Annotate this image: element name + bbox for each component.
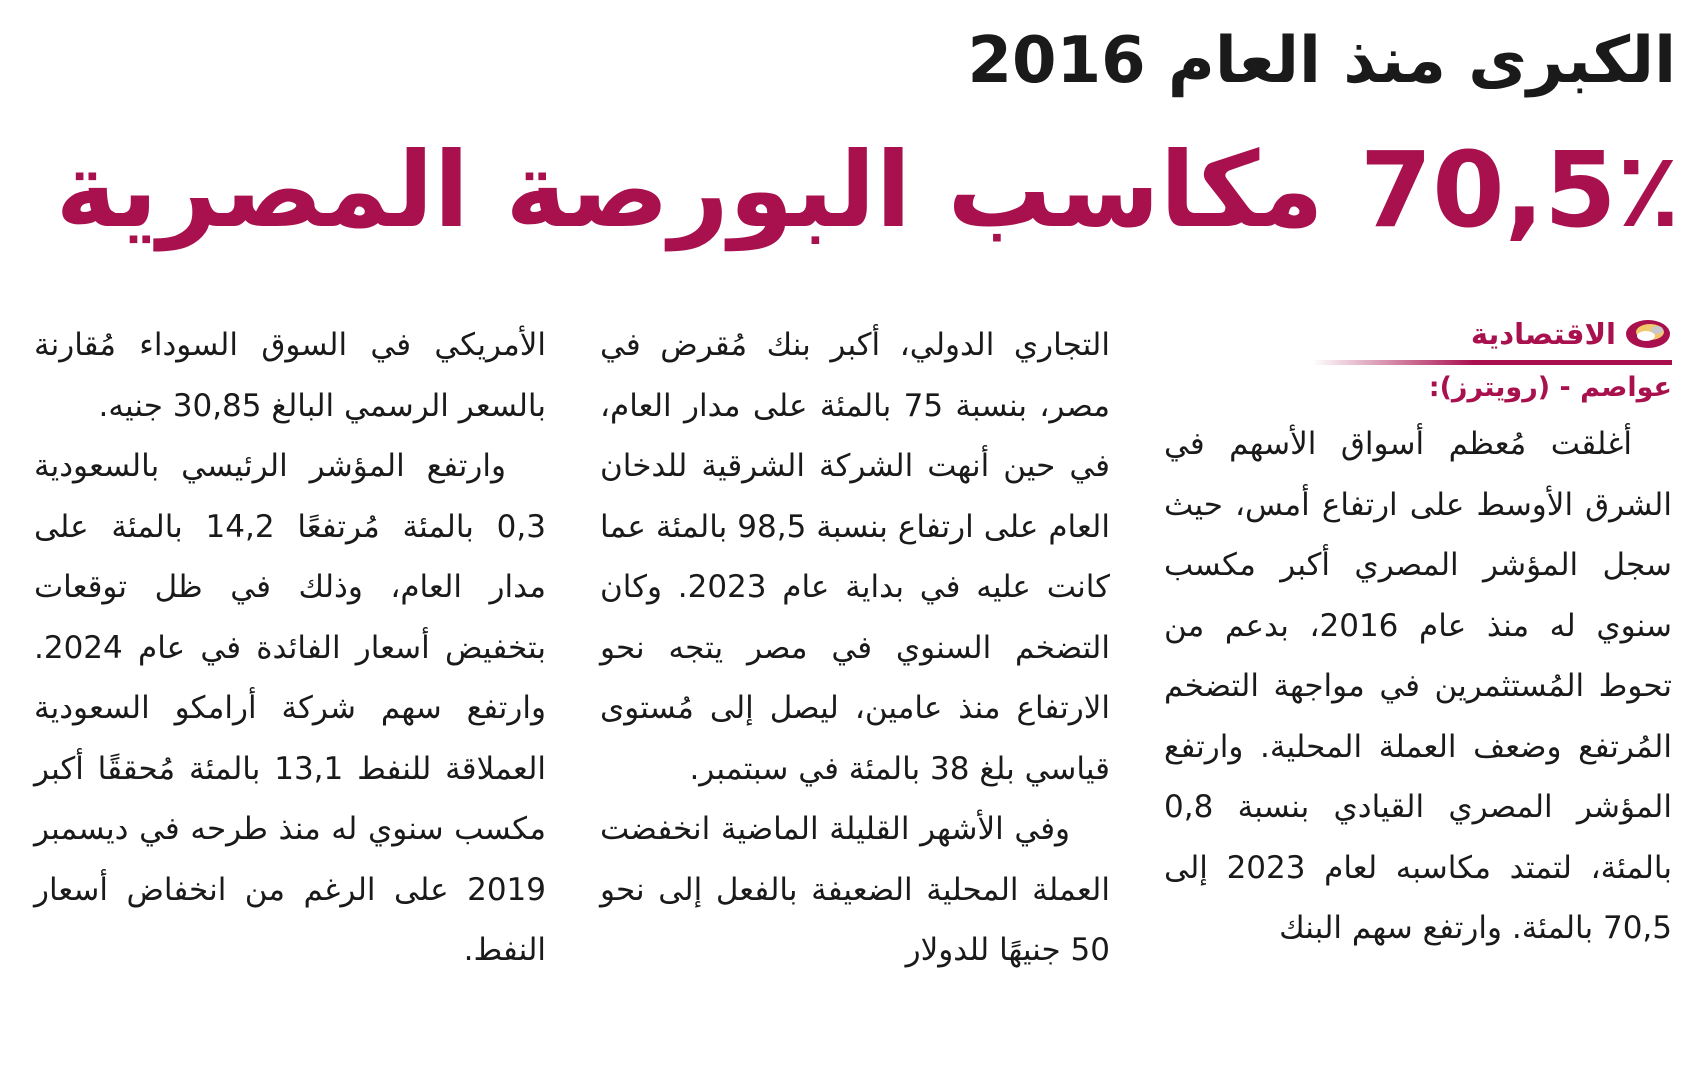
article-column-left	[34, 315, 546, 981]
article-paragraph-2: التجاري الدولي، أكبر بنك مُقرض في مصر، بنسبة 75 بالمئة على مدار العام، في حين أنهت الشركة الشرقية للدخان العام على ارتفاع بنسبة 98,5 بالمئة عما كانت عليه في بداية عام 2023. وكان التضخم السنوي في مصر يتجه نحو الارتفاع منذ عامين، ليصل إلى مُستوى قياسي بلغ 38 بالمئة في سبتمبر.	[600, 327, 1111, 787]
article-paragraph-3: وفي الأشهر القليلة الماضية انخفضت العملة المحلية الضعيفة بالفعل إلى نحو 50 جنيهًا للدولار	[600, 811, 1110, 968]
main-headline: 70,5٪ مكاسب البورصة المصرية	[55, 129, 1680, 251]
headline-kicker: الكبرى منذ العام 2016	[967, 24, 1676, 98]
brand-name: الاقتصادية	[1470, 317, 1616, 351]
article-paragraph-1: أغلقت مُعظم أسواق الأسهم في الشرق الأوسط على ارتفاع أمس، حيث سجل المؤشر المصري أكبر مكسب سنوي له منذ عام 2016، بدعم من تحوط المُستثمرين في مواجهة التضخم المُرتفع وضعف العملة المحلية. وارتفع المؤشر المصري القيادي بنسبة 0,8 بالمئة، لتمتد مكاسبه لعام 2023 إلى 70,5 بالمئة. وارتفع سهم البنك	[1164, 426, 1672, 946]
dateline: عواصم - (رويترز):	[1428, 372, 1672, 403]
article-column-right	[1164, 318, 1672, 959]
article-paragraph-3-continued: الأمريكي في السوق السوداء مُقارنة بالسعر الرسمي البالغ 30,85 جنيه.	[34, 327, 546, 424]
article-column-middle	[600, 315, 1110, 981]
article-paragraph-4: وارتفع المؤشر الرئيسي بالسعودية 0,3 بالمئة مُرتفعًا 14,2 بالمئة على مدار العام، وذلك في ظل توقعات بتخفيض أسعار الفائدة في عام 2024. وارتفع سهم شركة أرامكو السعودية العملاقة للنفط 13,1 بالمئة مُحققًا أكبر مكسب سنوي له منذ طرحه في ديسمبر 2019 على الرغم من انخفاض أسعار النفط.	[34, 448, 547, 968]
